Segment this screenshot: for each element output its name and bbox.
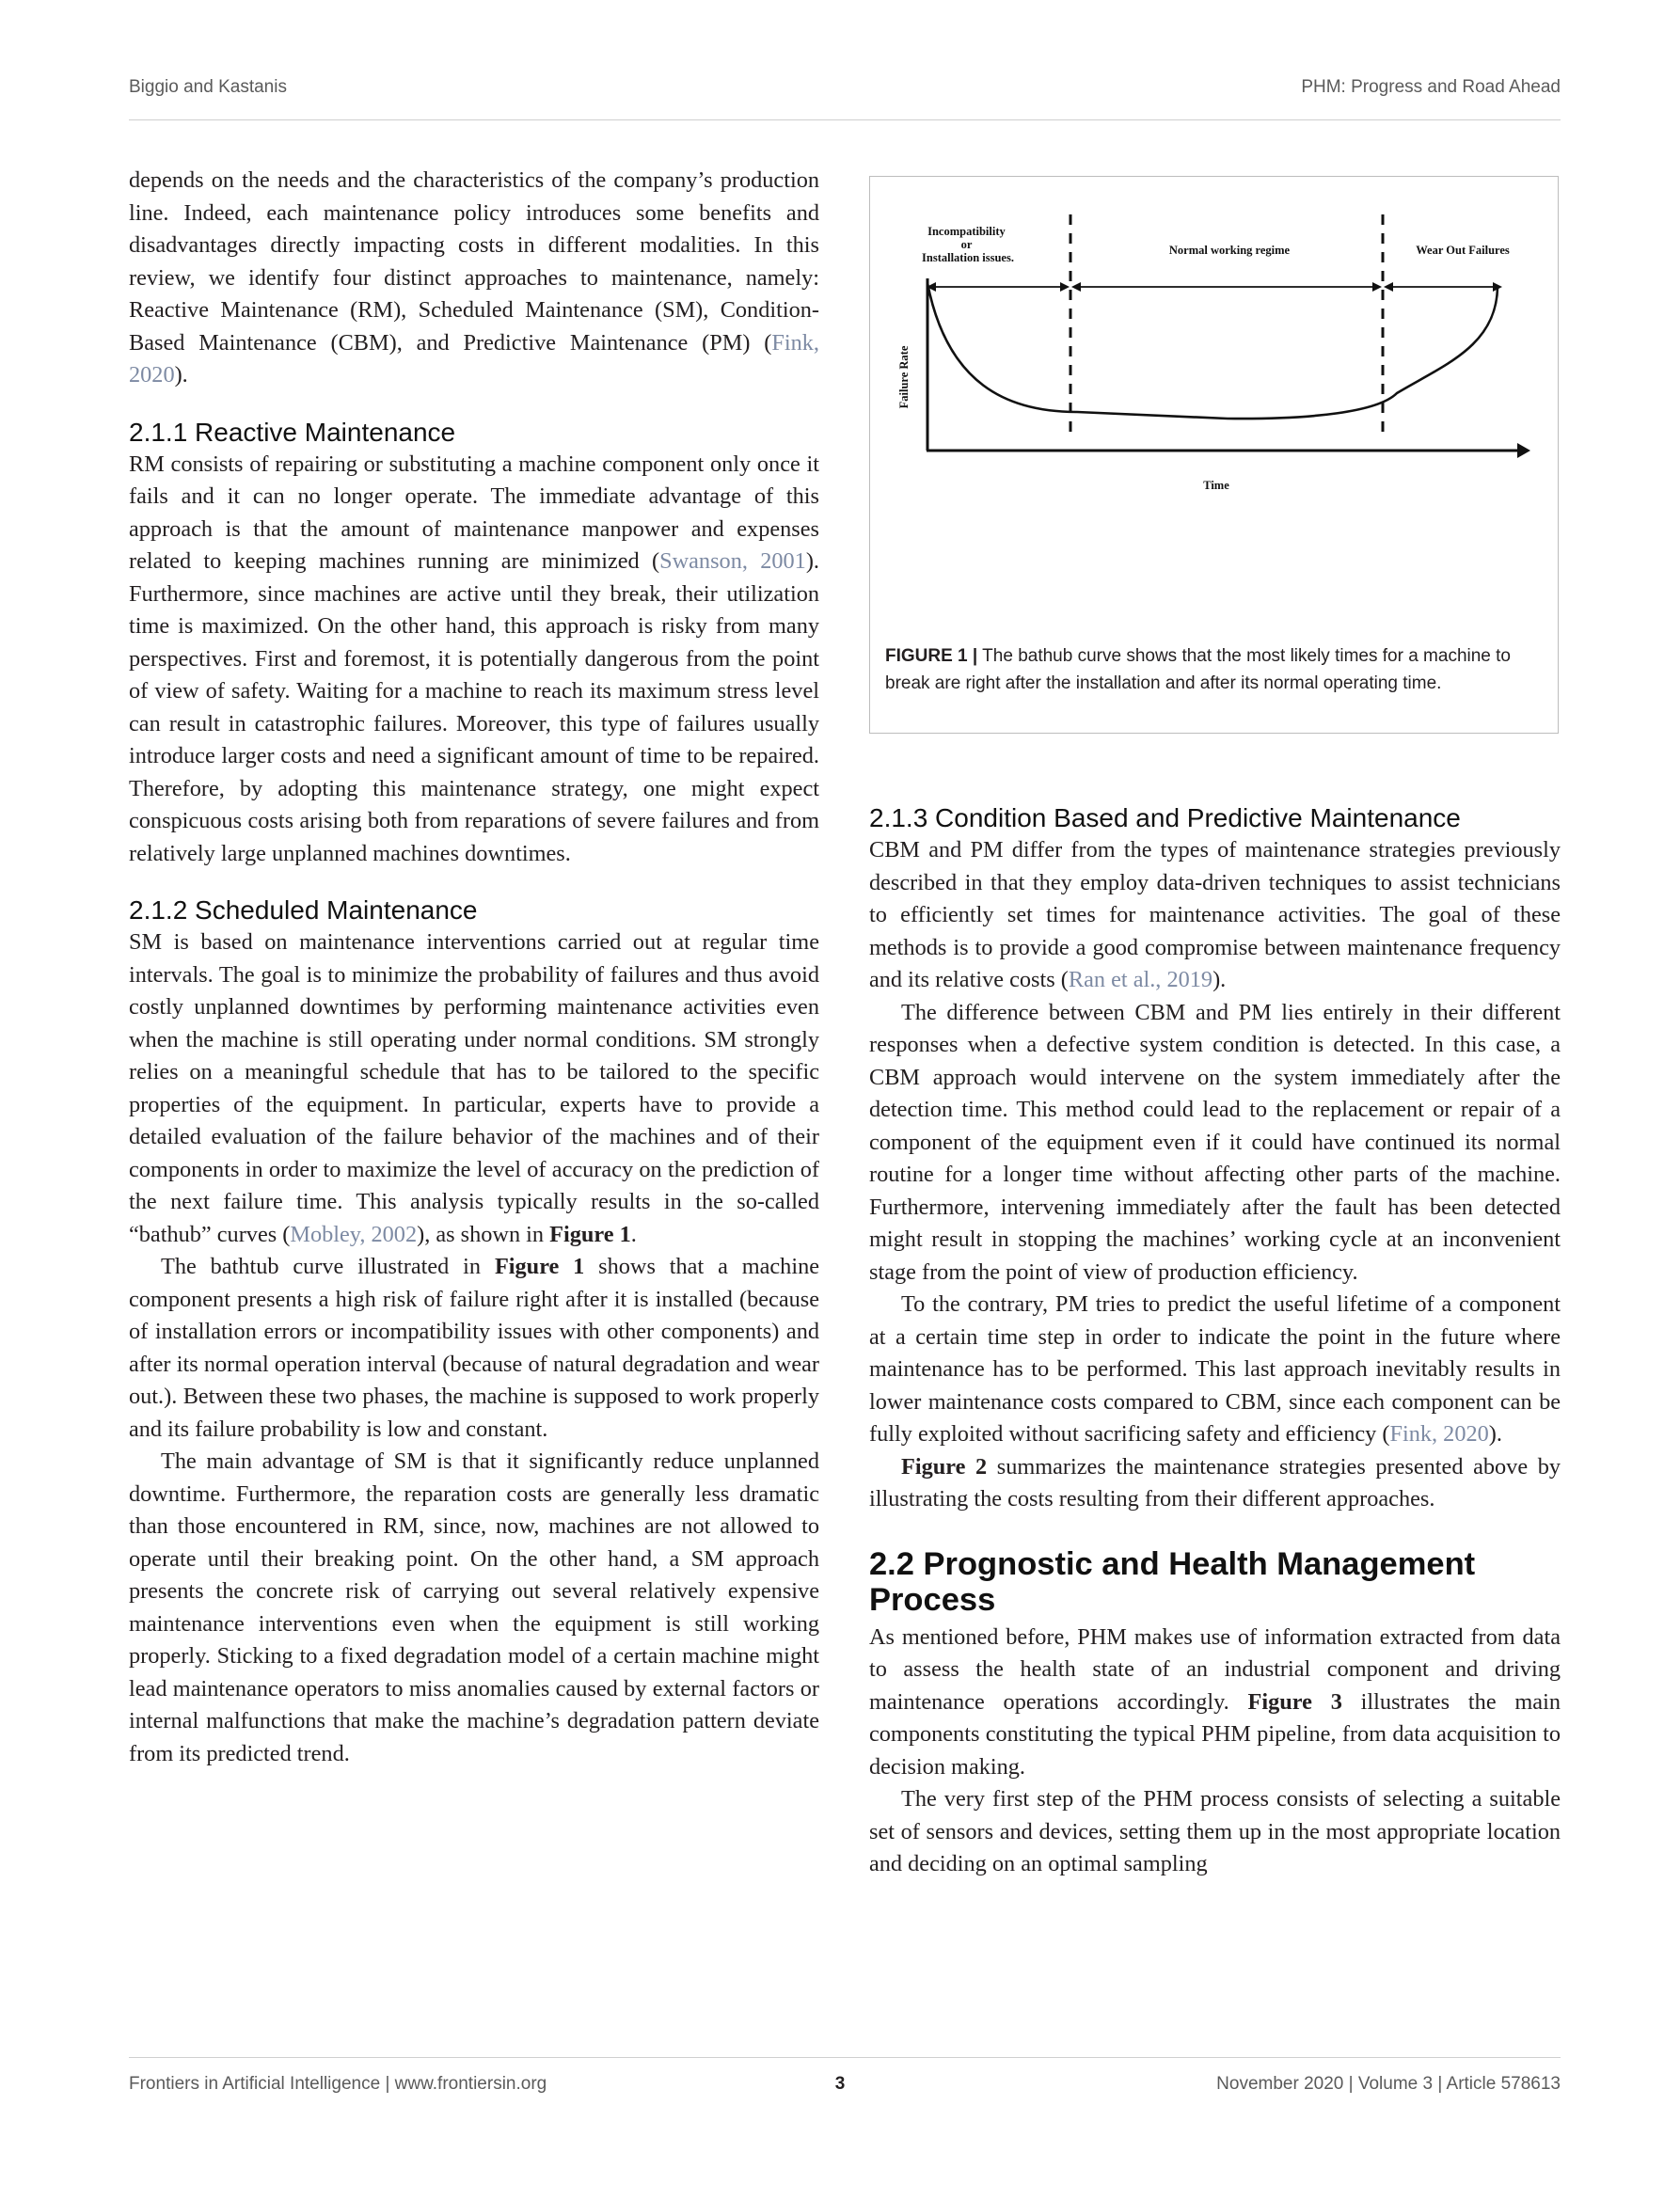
citation-link[interactable]: Mobley, 2002 (290, 1221, 418, 1247)
running-header-title: PHM: Progress and Road Ahead (1301, 77, 1561, 97)
failure-rate-curve (927, 283, 1498, 419)
section-heading-condition-predictive-maintenance: 2.1.3 Condition Based and Predictive Maintenance (869, 803, 1461, 832)
figure-1 (869, 176, 1559, 734)
figure-reference[interactable]: Figure 2 (901, 1453, 988, 1480)
scheduled-maintenance-paragraph-1: SM is based on maintenance interventions carried out at regular time intervals. The goal is to minimize the probability of failures and thus avoid costly unplanned downtimes by performing maintenance activities even when the machine is still operating under normal conditions. SM strongly relies on a meaningful schedule that has to be tailored to the specific properties of the equipment. In particular, experts have to provide a detailed evaluation of the failure behavior of the machines and of their components in order to maximize the level of accuracy on the prediction of the next failure time. This analysis typically results in the so-called “bathub” curves (Mobley, 2002), as shown in Figure 1. (129, 929, 819, 1247)
scheduled-maintenance-paragraph-3: The main advantage of SM is that it significantly reduce unplanned downtime. Furthermore, the reparation costs are generally less dramatic than those encountered in RM, since, now, machines are not allowed to operate until their breaking point. On the other hand, a SM approach presents the concrete risk of carrying out several relatively expensive maintenance interventions even when the equipment is still working properly. Sticking to a fixed degradation model of a certain machine might lead maintenance operators to miss anomalies caused by external factors or internal malfunctions that make the machine’s degradation pattern deviate from its predicted trend. (129, 1448, 819, 1766)
right-column (869, 802, 1561, 1881)
footer-journal: Frontiers in Artificial Intelligence | www.frontiersin.org (129, 2074, 547, 2094)
section-heading-scheduled-maintenance: 2.1.2 Scheduled Maintenance (129, 895, 478, 925)
span-arrow-left (927, 282, 1070, 292)
citation-link[interactable]: Fink, 2020 (1389, 1421, 1489, 1447)
scheduled-maintenance-paragraph-2: The bathtub curve illustrated in Figure 1 shows that a machine component presents a high risk of failure right after it is installed (because of installation errors or incompatibility issues with other components) and after its normal operation interval (because of natural degradation and wear out.). Between these two phases, the machine is supposed to work properly and its failure probability is low and constant. (129, 1254, 820, 1442)
header-divider (129, 119, 1561, 120)
left-column (129, 165, 819, 1770)
section-heading-reactive-maintenance: 2.1.1 Reactive Maintenance (129, 417, 456, 447)
x-axis-label: Time (1203, 479, 1229, 492)
section-heading-phm-process: 2.2 Prognostic and Health Management Process (869, 1545, 1476, 1618)
intro-paragraph: depends on the needs and the characteristics of the company’s production line. Indeed, each maintenance policy introduces some benefits and disadvantages directly impacting costs in different modalities. In this review, we identify four distinct approaches to maintenance, namely: Reactive Maintenance (RM), Scheduled Maintenance (SM), Condition-Based Maintenance (CBM), and Predictive Maintenance (PM) (Fink, 2020). (129, 167, 819, 388)
phm-paragraph-1: As mentioned before, PHM makes use of information extracted from data to assess the health state of an industrial component and driving maintenance operations accordingly. Figure 3 illustrates the main components constituting the typical PHM pipeline, from data acquisition to decision making. (869, 1623, 1561, 1780)
figure-reference[interactable]: Figure 3 (1247, 1688, 1342, 1715)
cbm-paragraph-3: To the contrary, PM tries to predict the useful lifetime of a component at a certain time step in order to indicate the point in the future where maintenance has to be performed. This last approach inevitably results in lower maintenance costs compared to CBM, since each component can be fully exploited without sacrificing safety and efficiency (Fink, 2020). (869, 1291, 1561, 1447)
running-header-authors: Biggio and Kastanis (129, 77, 287, 97)
reactive-maintenance-paragraph: RM consists of repairing or substituting a machine component only once it fails and it can no longer operate. The immediate advantage of this approach is that the amount of maintenance manpower and expenses related to keeping machines running are minimized (Swanson, 2001). Furthermore, since machines are active until they break, their utilization time is maximized. On the other hand, this approach is risky from many perspectives. First and foremost, it is potentially dangerous from the point of view of safety. Waiting for a machine to reach its maximum stress level can result in catastrophic failures. Moreover, this type of failures usually introduce larger costs and need a significant amount of time to be repaired. Therefore, by adopting this maintenance strategy, one might expect conspicuous costs arising both from reparations of severe failures and from relatively large unplanned machines downtimes. (129, 451, 819, 866)
phm-paragraph-2: The very first step of the PHM process consists of selecting a suitable set of sensors and devices, setting them up in the most appropriate location and deciding on an optimal sampling (869, 1786, 1561, 1876)
span-arrow-right (1384, 282, 1502, 292)
footer-divider (129, 2057, 1561, 2058)
cbm-paragraph-2: The difference between CBM and PM lies entirely in their different responses when a defective system condition is detected. In this case, a CBM approach would intervene on the system immediately after the detection time. This method could lead to the replacement or repair of a component of the equipment even if it could have continued its normal routine for a longer time without affecting other parts of the machine. Furthermore, intervening immediately after the fault has been detected might result in stopping the machines’ working cycle at an inconvenient stage from the point of view of production efficiency. (869, 999, 1561, 1285)
y-axis-label: Failure Rate (897, 345, 911, 409)
x-axis-arrowhead (1517, 443, 1530, 458)
figure-1-caption: FIGURE 1 | The bathub curve shows that the most likely times for a machine to break are right after the installation and after its normal operating time. (885, 646, 1511, 693)
label-incompatibility: Incompatibility or Installation issues. (922, 225, 1014, 264)
citation-link[interactable]: Swanson, 2001 (659, 548, 806, 574)
label-wear-out-failures: Wear Out Failures (1416, 244, 1510, 257)
page-number: 3 (834, 2074, 846, 2094)
bathtub-curve-diagram (870, 177, 1560, 628)
citation-link[interactable]: Ran et al., 2019 (1068, 967, 1213, 992)
footer-issue: November 2020 | Volume 3 | Article 578613 (1216, 2074, 1561, 2094)
cbm-paragraph-4: Figure 2 summarizes the maintenance strategies presented above by illustrating the costs resulting from their different approaches. (869, 1453, 1561, 1512)
span-arrow-middle (1071, 282, 1382, 292)
figure-reference[interactable]: Figure 1 (494, 1254, 585, 1279)
figure-reference[interactable]: Figure 1 (549, 1221, 631, 1247)
cbm-paragraph-1: CBM and PM differ from the types of maintenance strategies previously described in that they employ data-driven techniques to assist technicians to efficiently set times for maintenance activities. The goal of these methods is to provide a good compromise between maintenance frequency and its relative costs (Ran et al., 2019). (869, 837, 1561, 992)
figure-label: FIGURE 1 | (885, 646, 978, 666)
label-normal-working-regime: Normal working regime (1168, 244, 1291, 257)
citation-link[interactable]: Fink, 2020 (129, 329, 819, 388)
